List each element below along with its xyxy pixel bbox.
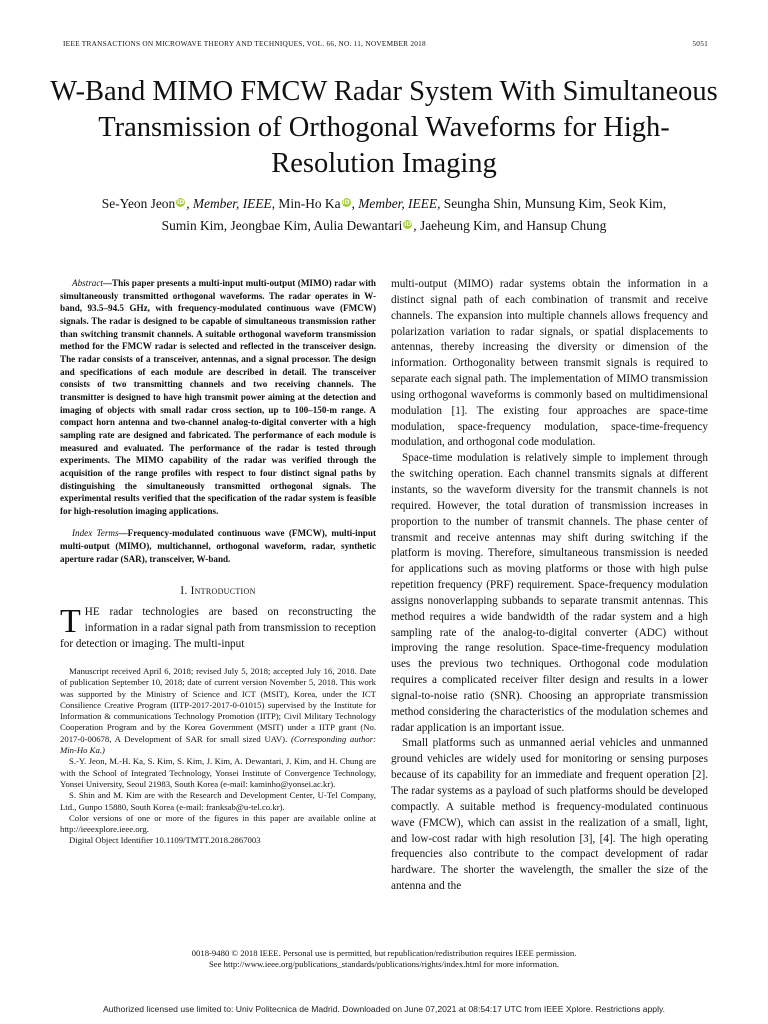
footnotes xyxy=(60,666,376,847)
drop-cap: T xyxy=(60,603,81,641)
page-number: 5051 xyxy=(692,39,708,48)
author-membership: , Member, IEEE xyxy=(351,196,438,211)
abstract-text: This paper presents a multi-input multi-output (MIMO) radar with simultaneously transmitted orthogonal waveforms. The radar operates in W-band, 93.5–94.5 GHz, with frequency-modulated continuous wave (FMCW) signals. The radar is designed to be capable of simultaneous transmission rather than switching transmit channels. A suitable orthogonal waveform transmission method for the FMCW radar is selected and reflected in the transceiver design. The radar consists of a transceiver, antennas, and a signal processor. The design and specifications of each module are described in detail. The transceiver consists of two transmitting channels and two receiving channels. The transmitter is designed to have high transmit power aiming at the detection and imaging of objects with small radar cross section, up to 100–150-m range. A compact horn antenna and two-channel analog-to-digital converter with a high sampling rate are designed and fabricated. The performance of each module is measured and evaluated. The performance of the radar is tested through experiments. The MIMO capability of the radar was verified through the acquisition of the range profiles with respect to four distinct signal paths by distinguishing the simultaneously transmitted orthogonal signals. The experimental results verified that the specification of the radar system is feasible for high-resolution imaging applications. xyxy=(60,278,376,516)
author-line-1 xyxy=(45,193,723,215)
corresponding-author: (Corresponding author: Min-Ho Ka.) xyxy=(60,733,376,756)
copyright-line: 0018-9480 © 2018 IEEE. Personal use is permitted, but republication/redistribution requires IEEE permission. xyxy=(191,948,577,958)
author-line-2 xyxy=(45,215,723,237)
author-names: , Seungha Shin, Munsung Kim, Seok Kim, xyxy=(437,196,667,211)
download-notice: Authorized licensed use limited to: Univ Politecnica de Madrid. Downloaded on June 07,2021 at 08:54:17 UTC from IEEE Xplore. Restrictions apply. xyxy=(102,1004,666,1014)
orcid-icon[interactable]: iD xyxy=(177,199,185,206)
author-names: Sumin Kim, Jeongbae Kim, Aulia Dewantari xyxy=(161,218,403,233)
copyright-notice xyxy=(60,948,708,971)
orcid-icon[interactable]: iD xyxy=(404,221,412,228)
left-column xyxy=(60,277,376,847)
index-terms-text: Frequency-modulated continuous wave (FMCW), multi-input multi-output (MIMO), multichannel, orthogonal waveform, radar, synthetic aperture radar (SAR), transceiver, W-band. xyxy=(60,528,376,564)
introduction-text: HE radar technologies are based on reconstructing the information in a radar signal path from transmission to reception for detection or imaging. The multi-input xyxy=(60,606,376,651)
introduction-paragraph xyxy=(60,605,376,653)
section-numeral: I. xyxy=(180,585,191,598)
orcid-icon[interactable]: iD xyxy=(342,199,350,206)
index-terms-dash: — xyxy=(118,528,128,539)
footnote-affiliation: S.-Y. Jeon, M.-H. Ka, S. Kim, S. Kim, J. Kim, A. Dewantari, J. Kim, and H. Chung are with the School of Integrated Technology, Yonsei Institute of Convergence Technology, Yonsei University, Seoul 21983, South Korea (e-mail: kaminho@yonsei.ac.kr). xyxy=(60,756,376,789)
author-name: , Min-Ho Ka xyxy=(271,196,341,211)
paper-title: W-Band MIMO FMCW Radar System With Simultaneous Transmission of Orthogonal Waveforms for High-Resolution Imaging xyxy=(50,76,718,179)
abstract-label: Abstract xyxy=(72,278,103,288)
body-paragraph: Small platforms such as unmanned aerial vehicles and unmanned ground vehicles are widely used for monitoring or sensing purposes because of its capability for an immediate and frequent operation [2]. The radar systems as a payload of such platforms should be developed compactly. A suitable method is frequency-modulated continuous wave (FMCW), which can assist in the realization of a small, light, and low-cost radar with high resolution [3], [4]. The high operating frequencies also contribute to the compact development of radar hardware. The shorter the wavelength, the smaller the size of the antenna and the xyxy=(391,737,708,893)
author-list xyxy=(45,193,723,237)
index-terms-label: Index Terms xyxy=(72,528,119,539)
index-terms xyxy=(60,527,376,565)
running-header xyxy=(63,39,708,51)
section-heading-introduction xyxy=(60,585,376,597)
footnote-manuscript xyxy=(60,666,376,756)
footnote-affiliation: S. Shin and M. Kim are with the Research and Development Center, U-Tel Company, Ltd., Gunpo 15880, South Korea (e-mail: franksab@u-tel.co.kr). xyxy=(60,790,376,812)
rights-line: See http://www.ieee.org/publications_standards/publications/rights/index.html for more information. xyxy=(208,959,560,970)
abstract xyxy=(60,277,376,517)
footnote-color-versions: Color versions of one or more of the figures in this paper are available online at http://ieeexplore.ieee.org. xyxy=(60,812,376,835)
author-names: , Jaeheung Kim, and Hansup Chung xyxy=(413,218,607,233)
journal-citation: IEEE TRANSACTIONS ON MICROWAVE THEORY AND TECHNIQUES, VOL. 66, NO. 11, NOVEMBER 2018 xyxy=(63,39,426,48)
footnote-doi: Digital Object Identifier 10.1109/TMTT.2018.2867003 xyxy=(69,835,261,846)
right-column xyxy=(391,277,708,895)
body-paragraph: multi-output (MIMO) radar systems obtain the information in a distinct signal path of each combination of transmit and receive channels. The expansion into multiple channels allows frequency and polarization variation to radar signals, or spatial displacements to antennas, thereby increasing the diversity or dimension of the information. Orthogonality between transmit signals is required to separate each signal path. The implementation of MIMO transmission using orthogonal waveforms is commonly based on multidimensional modulation [1]. The existing four approaches are space-time modulation, space-frequency modulation, space-time-frequency modulation, and orthogonal code modulation. xyxy=(391,278,708,449)
body-paragraph: Space-time modulation is relatively simple to implement through the switching operation. Each channel transmits signals at different instants, so the waveform diversity for the transmit channels is not required. However, the total duration of transmission increases in proportion to the number of transmit channels. The phase center of transmit and receive antennas may shift during switching if the platform is moving. Therefore, simultaneous transmission is needed for applications such as moving platforms or those with high pulse repetition frequency (PRF) requirement. Space-frequency modulation assigns nonoverlapping subbands to separate transmit antennas. This method requires a wide bandwidth of the radar system and a high sampling rate of the analog-to-digital converter (ADC) without improving the range resolution. Space-time-frequency modulation uses the previous two techniques. Orthogonal code modulation requires a complicated receiver filter design and results in a lower signal-to-noise ratio (SNR). Choosing an appropriate transmission method considering the characteristics of the modulation schemes and radar application is an important issue. xyxy=(391,452,708,734)
author-name: Se-Yeon Jeon xyxy=(101,196,176,211)
abstract-dash: — xyxy=(102,278,113,288)
section-title: Introduction xyxy=(190,585,256,598)
footnote-received-text: Manuscript received April 6, 2018; revised July 5, 2018; accepted July 16, 2018. Date of publication September 10, 2018; date of current version November 5, 2018. This work was supported by the Ministry of Science and ICT (MSIT), Korea, under the ICT Consilience Creative Program (IITP-2017-2017-0-01015) supervised by the Institute for Information & communications Technology Promotion (IITP); Civil Military Technology Cooperation Program and by the Korea Government (MSIT) under a IITP grant (No. 2017-0-00678, A Development of SAR for small sized UAV). xyxy=(60,665,376,744)
author-membership: , Member, IEEE xyxy=(186,196,272,211)
